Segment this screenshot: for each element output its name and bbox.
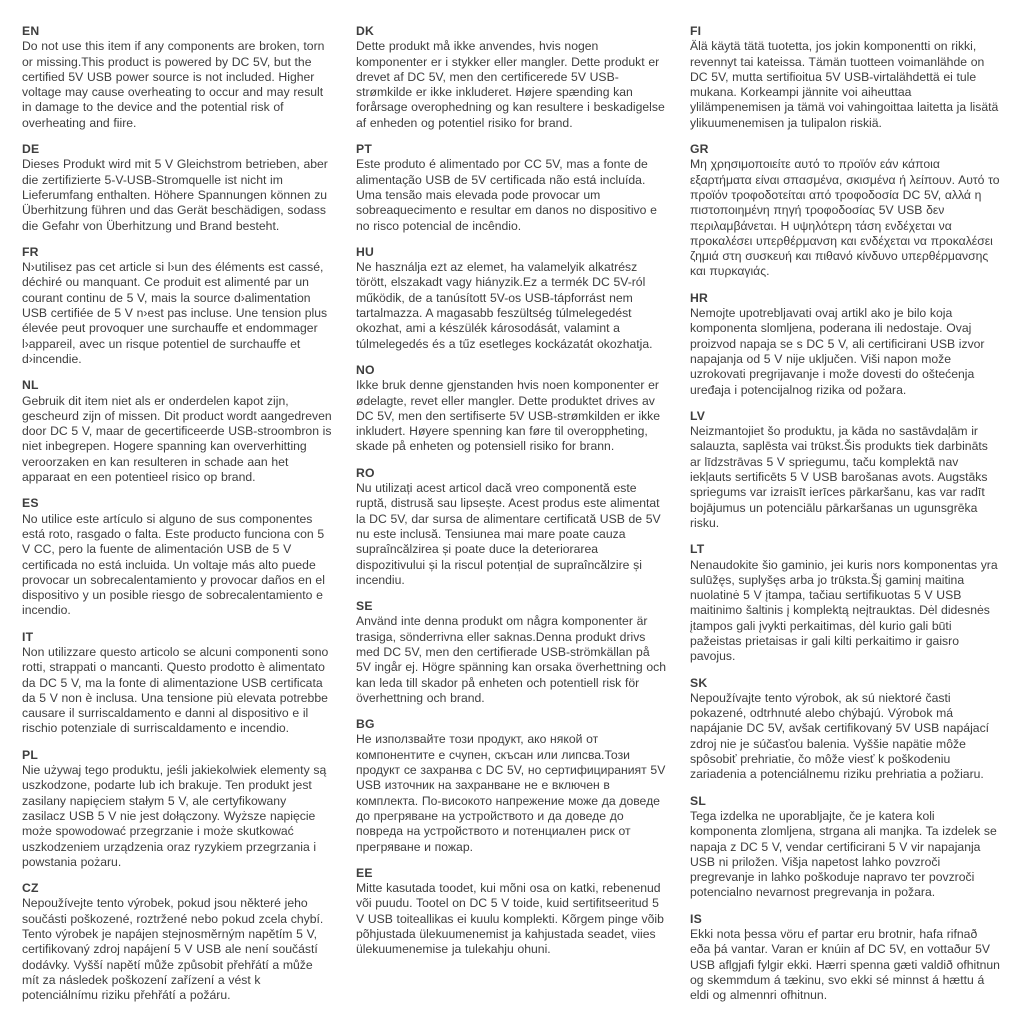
section-ee — [356, 866, 666, 958]
section-it — [22, 630, 332, 737]
language-code-en: EN — [22, 24, 40, 38]
section-lt — [690, 542, 1000, 664]
section-en — [22, 24, 332, 131]
warning-text-hu: Ne használja ezt az elemet, ha valamelyik alkatrész törött, elszakadt vagy hiányzik.Ez a termék DC 5V-ról működik, de a tanúsított 5V-os USB-tápforrást nem tartalmazza. A magasabb feszültség túlmelegedést okozhat, ami a készülék károsodását, valamint a túlmelegedés és a tűz esetleges kockázatát okozhatja. — [356, 260, 653, 351]
language-code-se: SE — [356, 599, 373, 614]
language-code-de: DE — [22, 142, 40, 157]
language-code-sl: SL — [690, 793, 706, 808]
language-code-bg: BG — [356, 717, 375, 732]
section-fi — [690, 24, 1000, 131]
section-lv — [690, 409, 1000, 531]
warning-text-dk: Dette produkt må ikke anvendes, hvis nogen komponenter er i stykker eller mangler. Dette produkt er drevet af DC 5V, men den certificerede 5V USB-strømkilde er ikke inkluderet. Højere spænding kan forårsage overophedning og kan resultere i beskadigelse af enheden og potentiel risiko for brand. — [356, 39, 665, 130]
warning-text-lv: Neizmantojiet šo produktu, ja kāda no sastāvdaļām ir salauzta, saplēsta vai trūkst.Šis produkts tiek darbināts ar līdzstrāvas 5 V spriegumu, taču komplektā nav iekļauts sertificēts 5 V USB barošanas avots. Augstāks spriegums var izraisīt ierīces pārkaršanu, kas var radīt bojājumus un potenciālu pārkaršanas un ugunsgrēka risku. — [690, 424, 988, 530]
section-se — [356, 599, 666, 706]
language-code-gr: GR — [690, 142, 709, 157]
section-no — [356, 363, 666, 455]
section-pl — [22, 748, 332, 870]
language-code-ee: EE — [356, 865, 373, 880]
warning-text-ee: Mitte kasutada toodet, kui mõni osa on katki, rebenenud või puudu. Tootel on DC 5 V toide, kuid sertifitseeritud 5 V USB toiteallikas ei kuulu komplekti. Kõrgem pinge võib põhjustada ülekuumenemist ja kahjustada seadet, viies ülekuumenemise ja tulekahju ohuni. — [356, 881, 664, 957]
language-code-nl: NL — [22, 378, 39, 393]
language-code-fr: FR — [22, 244, 39, 259]
section-sk — [690, 676, 1000, 783]
warning-text-es: No utilice este artículo si alguno de sus componentes está roto, rasgado o falta. Este producto funciona con 5 V CC, pero la fuente de alimentación USB de 5 V certificada no está incluida. Un voltaje más alto puede provocar un sobrecalentamiento y provocar daños en el dispositivo y un posible riesgo de sobrecalentamiento e incendio. — [22, 511, 325, 618]
language-code-ro: RO — [356, 465, 375, 480]
language-code-es: ES — [22, 496, 39, 511]
language-code-hu: HU — [356, 244, 375, 259]
section-gr — [690, 142, 1000, 280]
language-code-sk: SK — [690, 675, 708, 690]
section-nl — [22, 378, 332, 485]
warning-text-ro: Nu utilizați acest articol dacă vreo componentă este ruptă, distrusă sau lipsește. Acest produs este alimentat la DC 5V, dar sursa de alimentare certificată USB de 5V nu este inclusă. Tensiunea mai mare poate cauza supraîncălzirea și poate duce la deteriorarea dispozitivului și la riscul potențial de supraîncălzire și incendiu. — [356, 481, 661, 587]
warning-text-sl: Tega izdelka ne uporabljajte, če je katera koli komponenta zlomljena, strgana ali manjka. Ta izdelek se napaja z DC 5 V, vendar certificirani 5 V vir napajanja USB ni priložen. Višja napetost lahko povzroči pregrevanje in lahko poškoduje napravo ter povzroči potencialno nevarnost pregrevanja in požara. — [690, 808, 997, 900]
warning-text-cz: Nepoužívejte tento výrobek, pokud jsou některé jeho součásti poškozené, roztržené nebo pokud zcela chybí. Tento výrobek je napájen stejnosměrným napětím 5 V, certifikovaný zdroj napájení 5 V USB ale není součástí dodávky. Vyšší napětí může způsobit přehřátí a může mít za následek poškození zařízení a vést k potenciálnímu riziku přehřátí a požáru. — [22, 896, 324, 1003]
section-cz — [22, 881, 332, 1003]
language-code-lt: LT — [690, 542, 705, 557]
section-sl — [690, 794, 1000, 901]
column-2 — [356, 24, 666, 1015]
warning-text-it: Non utilizzare questo articolo se alcuni componenti sono rotti, strappati o mancanti. Questo prodotto è alimentato da DC 5 V, ma la fonte di alimentazione USB certificata da 5 V non è inclusa. Una tensione più elevata potrebbe causare il surriscaldamento e danni al dispositivo e il rischio potenziale di surriscaldamento e incendio. — [22, 644, 329, 736]
warning-text-nl: Gebruik dit item niet als er onderdelen kapot zijn, gescheurd zijn of missen. Dit product wordt aangedreven door DC 5 V, maar de gecertificeerde USB-stroombron is niet inbegrepen. Hogere spanning kan oververhitting veroorzaken en kan resulteren in schade aan het apparaat en een potentieel risico op brand. — [22, 393, 332, 485]
warning-text-fi: Älä käytä tätä tuotetta, jos jokin komponentti on rikki, revennyt tai kateissa. Tämän tuotteen voimanlähde on DC 5V, mutta sertifioitua 5V USB-virtalähdettä ei tule mukana. Korkeampi jännite voi aiheuttaa ylilämpenemisen ja tämä voi vahingoittaa laitetta ja lisätä ylikuumenemisen ja tulipalon riskiä. — [690, 39, 999, 130]
warning-text-no: Ikke bruk denne gjenstanden hvis noen komponenter er ødelagte, revet eller mangler. Dette produktet drives av DC 5V, men den sertifiserte 5V USB-strømkilden er ikke inkludert. Høyere spenning kan føre til overoppheting, skade på enheten og potensiell risiko for brann. — [356, 378, 661, 454]
warning-text-de: Dieses Produkt wird mit 5 V Gleichstrom betrieben, aber die zertifizierte 5-V-USB-Stromquelle ist nicht im Lieferumfang enthalten. Höhere Spannungen können zu Überhitzung führen und das Gerät beschädigen, sodass die Gefahr von Überhitzung und Brand besteht. — [22, 157, 328, 233]
section-es — [22, 496, 332, 618]
language-code-dk: DK — [356, 24, 375, 38]
warning-text-lt: Nenaudokite šio gaminio, jei kuris nors komponentas yra sulūžęs, suplyšęs arba jo trūksta.Šį gaminį maitina nuolatinė 5 V įtampa, tačiau sertifikuotas 5 V USB maitinimo šaltinis į komplektą neįtrauktas. Dėl didesnės įtampos gali įvykti perkaitimas, dėl kurio gali būti pažeistas prietaisas ir gali kilti perkaitimo ir gaisro pavojus. — [690, 557, 998, 664]
warning-text-se: Använd inte denna produkt om några komponenter är trasiga, sönderrivna eller saknas.Denna produkt drivs med DC 5V, men den certifierade USB-strömkällan på 5V ingår ej. Högre spänning kan orsaka överhettning och kan leda till skador på enheten och potentiell risk för överhettning och brand. — [356, 614, 666, 705]
warning-text-is: Ekki nota þessa vöru ef partar eru brotnir, hafa rifnað eða þá vantar. Varan er knúin af DC 5V, en vottaður 5V USB aflgjafi fylgir ekki. Hærri spenna gæti valdið ofhitnun og skemmdum á tækinu, svo ekki sé minnst á hættu á eldi og almennri ofhitnun. — [690, 927, 1000, 1003]
language-code-is: IS — [690, 911, 702, 926]
language-code-pt: PT — [356, 142, 372, 157]
section-bg — [356, 717, 666, 855]
warning-text-sk: Nepoužívajte tento výrobok, ak sú niektoré časti pokazené, odtrhnuté alebo chýbajú. Výrobok má napájanie DC 5V, avšak certifikovaný 5V USB napájací zdroj nie je súčasťou balenia. Vyššie napätie môže spôsobiť prehriatie, čo môže viesť k poškodeniu zariadenia a potenciálnemu riziku prehriatia a požiaru. — [690, 690, 990, 782]
warning-text-pl: Nie używaj tego produktu, jeśli jakiekolwiek elementy są uszkodzone, podarte lub ich brakuje. Ten produkt jest zasilany napięciem stałym 5 V, ale certyfikowany zasilacz USB 5 V nie jest dołączony. Wyższe napięcie może spowodować przegrzanie i może skutkować uszkodzeniem urządzenia oraz ryzykiem przegrzania i powstania pożaru. — [22, 763, 327, 869]
warning-text-hr: Nemojte upotrebljavati ovaj artikl ako je bilo koja komponenta slomljena, poderana ili nedostaje. Ovaj proizvod napaja se s DC 5 V, ali certificirani USB izvor napajanja od 5 V nije uključen. Viši napon može uzrokovati pregrijavanje i može dovesti do oštećenja uređaja i potencijalnog rizika od požara. — [690, 306, 985, 397]
language-code-no: NO — [356, 362, 375, 377]
section-de — [22, 142, 332, 234]
section-is — [690, 912, 1000, 1004]
language-code-fi: FI — [690, 24, 702, 38]
columns-container — [22, 24, 1004, 1015]
warning-text-gr: Μη χρησιμοποιείτε αυτό το προϊόν εάν κάποια εξαρτήματα είναι σπασμένα, σκισμένα ή λείπουν. Αυτό το προϊόν τροφοδοτείται από τροφοδοσία DC 5V, αλλά η πιστοποιημένη πηγή τροφοδοσίας 5V USB δεν περιλαμβάνεται. Η υψηλότερη τάση ενδέχεται να προκαλέσει υπερθέρμανση και ενδέχεται να προκαλέσει ζημιά στη συσκευή και πιθανό κίνδυνο υπερθέρμανσης και πυρκαγιάς. — [690, 157, 1000, 279]
column-1 — [22, 24, 332, 1015]
warning-text-pt: Este produto é alimentado por CC 5V, mas a fonte de alimentação USB de 5V certificada não está incluída. Uma tensão mais elevada pode provocar um sobreaquecimento e resultar em danos no dispositivo e no risco potencial de incêndio. — [356, 157, 657, 233]
language-code-hr: HR — [690, 290, 709, 305]
warning-text-en: Do not use this item if any components are broken, torn or missing.This product is powered by DC 5V, but the certified 5V USB power source is not included. Higher voltage may cause overheating to occur and may result in damage to the device and the potential risk of overheating and fiire. — [22, 39, 325, 130]
section-dk — [356, 24, 666, 131]
warning-text-bg: Не използвайте този продукт, ако някой от компонентите е счупен, скъсан или липсва.Този продукт се захранва с DC 5V, но сертифицираният 5V USB източник на захранване не е включен в комплекта. По-високото напрежение може да доведе до прегряване на устройството и да доведе до повреда на устройството и потенциален риск от прегряване и пожар. — [356, 732, 666, 854]
section-hu — [356, 245, 666, 352]
section-hr — [690, 291, 1000, 398]
language-code-pl: PL — [22, 747, 38, 762]
language-code-it: IT — [22, 629, 34, 644]
section-ro — [356, 466, 666, 588]
section-fr — [22, 245, 332, 367]
language-code-lv: LV — [690, 408, 706, 423]
column-3 — [690, 24, 1000, 1015]
language-code-cz: CZ — [22, 881, 39, 896]
warning-text-fr: N›utilisez pas cet article si l›un des éléments est cassé, déchiré ou manquant. Ce produit est alimenté par un courant continu de 5 V, mais la source d›alimentation USB certifiée de 5 V n›est pas incluse. Une tension plus élevée peut provoquer une surchauffe et endommager l›appareil, avec un risque potentiel de surchauffe et d›incendie. — [22, 260, 328, 366]
section-pt — [356, 142, 666, 234]
